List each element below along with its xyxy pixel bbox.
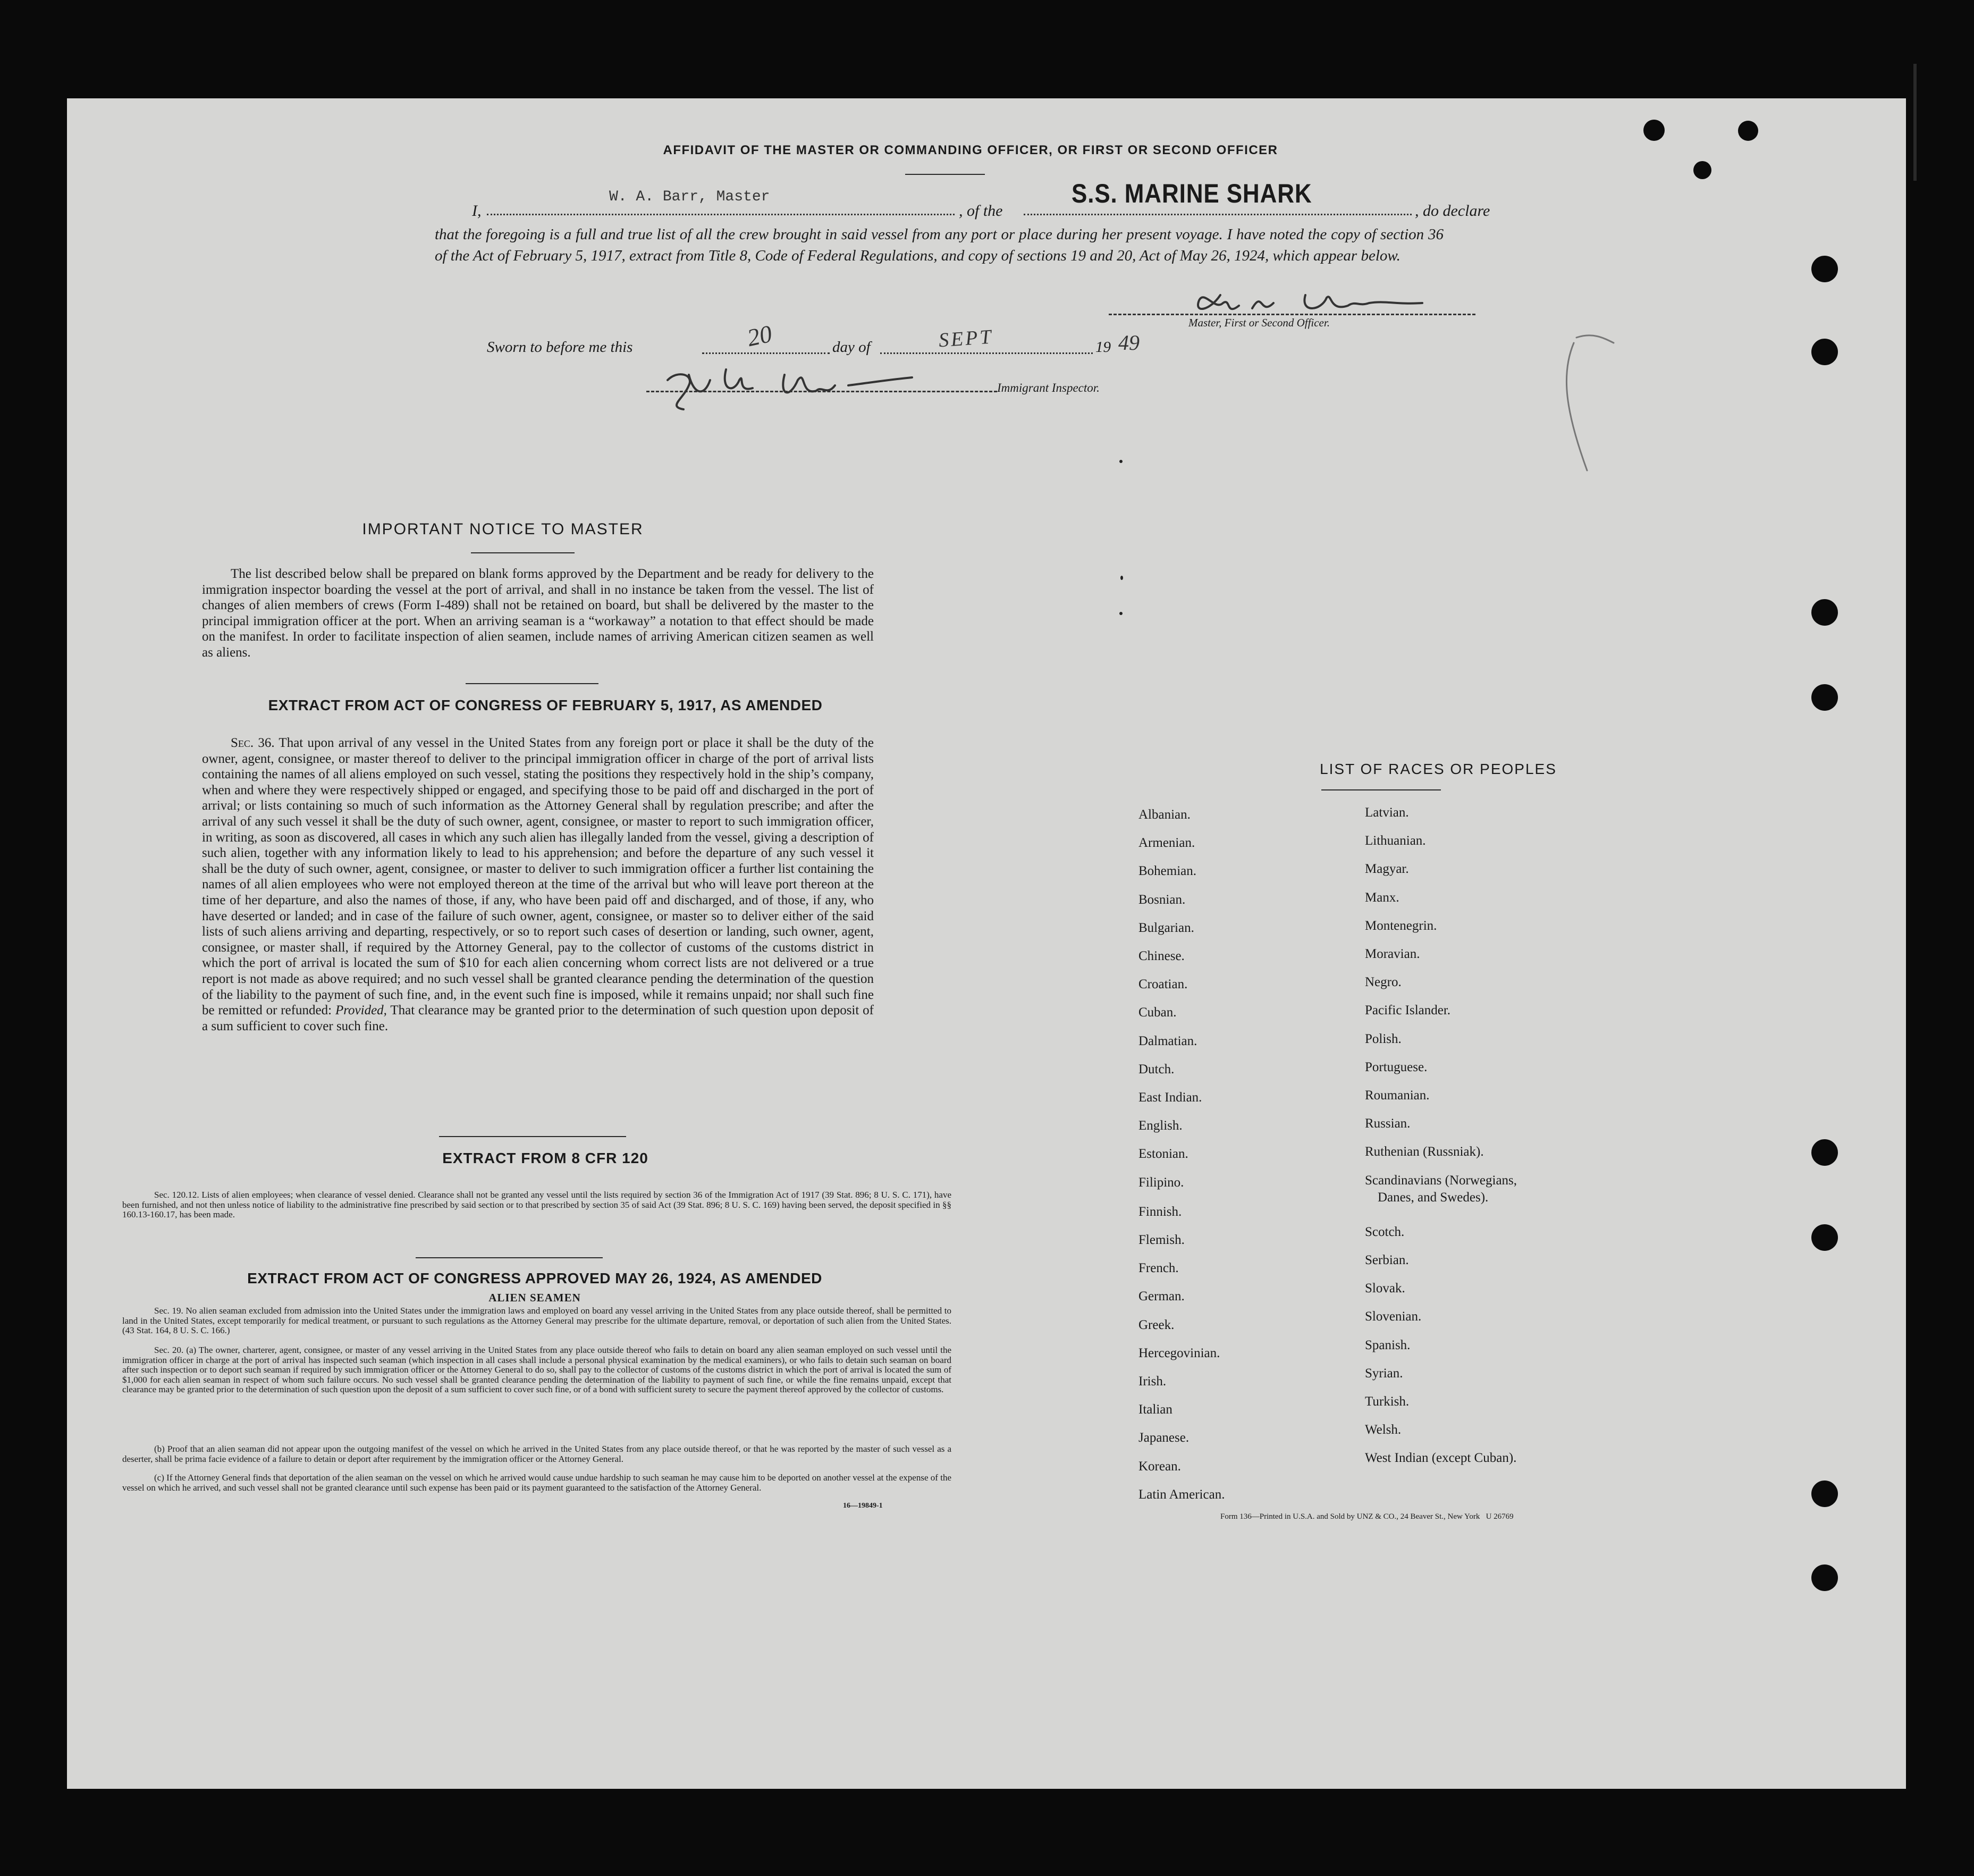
race-item: Cuban. (1138, 1005, 1177, 1020)
race-item: Bulgarian. (1138, 920, 1194, 935)
do-declare-label: , do declare (1415, 202, 1490, 220)
race-item: Bohemian. (1138, 864, 1197, 879)
race-item: Latvian. (1365, 805, 1409, 820)
sec-36-label: Sec. 36. (231, 736, 275, 750)
race-item: Italian (1138, 1402, 1172, 1417)
notice-body: The list described below shall be prepared on blank forms approved by the Department and be ready for delivery to the immigration inspector boarding the vessel at the port of arrival, and shall in no instance be taken from the vessel. The list of changes of alien members of crews (Form I-489) shall not be retained on board, but shall be delivered by the master to the principal immigration officer at the port. When an arriving seaman is a “workaway” a notation to that effect should be made on the manifest. In order to facilitate inspection of alien seamen, include names of arriving American citizen seamen as well as aliens. (202, 567, 874, 660)
race-item: Flemish. (1138, 1233, 1185, 1247)
race-item: Montenegrin. (1365, 918, 1437, 933)
race-item: Dutch. (1138, 1062, 1175, 1076)
year-prefix: 19 (1095, 339, 1111, 356)
sec-20c-text: (c) If the Attorney General finds that deportation of the alien seaman on the vessel on which he arrived would cause undue hardship to such seaman he may cause him to be deported on another vessel at the expense of the vessel on which he arrived, and such vessel shall not be granted clearance until such expense has been paid or its payment guaranteed to the satisfaction of the Attorney General. (122, 1473, 951, 1493)
sworn-day-value: 20 (745, 319, 774, 352)
race-item: Scotch. (1365, 1224, 1405, 1239)
punch-hole (1811, 1480, 1838, 1507)
print-code: 16—19849-1 (843, 1502, 883, 1510)
year-suffix: 49 (1118, 331, 1140, 355)
race-item: Ruthenian (Russniak). (1365, 1145, 1484, 1159)
sec-20a-text: Sec. 20. (a) The owner, charterer, agent, consignee, or master of any vessel arriving in the United States from any place outside thereof who fails to detain on board any alien seaman employed on such vessel until the immigration officer in charge at the port of arrival has inspected such seaman (which inspection in all cases shall include a personal physical examination by the medical examiners), or who fails to detain such seaman on board after such inspection or to deport such seaman if required by such immigration officer or the Attorney General to do so, shall pay to the collector of customs of the customs district in which the port of arrival is located the sum of $1,000 for each alien seaman in respect of whom such failure occurs. No such vessel shall be granted clearance pending the determination of the liability to payment of such fine, or while the fine remains unpaid, except that clearance may be granted prior to the determination of such question upon the deposit of a sum sufficient to cover such fine, or of a bond with sufficient surety to secure the payment thereof approved by the collector of customs. (122, 1345, 951, 1394)
race-item: Filipino. (1138, 1175, 1184, 1190)
race-item: Croatian. (1138, 977, 1188, 992)
extract-1917-body (202, 735, 874, 1034)
punch-hole (1811, 684, 1838, 711)
document-page (67, 98, 1906, 1789)
punch-hole (1811, 599, 1838, 626)
inspector-signature-line (646, 391, 997, 392)
notice-end-rule (466, 683, 598, 684)
race-item: Magyar. (1365, 862, 1409, 877)
title-rule (905, 174, 985, 175)
signer-caption-text: Master, First or Second Officer. (1188, 316, 1330, 329)
vessel-name-line (1024, 214, 1412, 215)
punch-hole (1738, 121, 1758, 141)
notice-rule (471, 552, 575, 553)
speck (1119, 612, 1123, 615)
race-item: French. (1138, 1261, 1179, 1276)
race-item: English. (1138, 1118, 1183, 1133)
edge-mark (1913, 64, 1917, 181)
race-item: Korean. (1138, 1459, 1181, 1474)
race-item: Spanish. (1365, 1337, 1411, 1352)
day-of-label: day of (832, 339, 871, 356)
pen-mark (1545, 332, 1619, 492)
race-item: West Indian (except Cuban). (1365, 1451, 1517, 1466)
race-item: Japanese. (1138, 1431, 1190, 1445)
of-the-label: , of the (959, 202, 1003, 220)
race-item: Syrian. (1365, 1366, 1403, 1381)
race-item: Chinese. (1138, 949, 1185, 963)
i-label: I, (472, 202, 482, 220)
punch-hole (1811, 1564, 1838, 1591)
punch-hole (1643, 120, 1665, 141)
race-item: Estonian. (1138, 1147, 1188, 1162)
sec-36-text: That upon arrival of any vessel in the United States from any foreign port or place it shall be the duty of the owner, agent, consignee, or master thereof to deliver to the principal immigration officer in charge of the port of arrival lists containing the names of all aliens employed on such vessel, stating the positions they respectively hold in the ship’s company, when and where they were respectively shipped or engaged, and specifying those to be paid off and discharged in the port of arrival; or lists containing so much of such information as the Attorney General shall by regulation prescribe; and after the arrival of any such vessel it shall be the duty of such owner, agent, consignee, or master to report to such immigration officer, in writing, as soon as discovered, all cases in which any such alien has illegally landed from the vessel, giving a description of such alien, together with any information likely to lead to his apprehension; and before the departure of any such vessel it shall be the duty of such owner, agent, consignee, or master to deliver to such immigration officer a further list containing the names of all alien employees who were not employed thereon at the time of the arrival but who will leave port thereon at the time of her departure, and also the names of those, if any, who have been paid off and discharged, and of those, if any, who have deserted or landed; and in case of the failure of such owner, agent, consignee, or master so to deliver either of the said lists of such aliens arriving and departing, respectively, or so to report such cases of desertion or landing, such owner, agent, consignee, or master shall, if required by the Attorney General, pay to the collector of customs of the customs district in which the port of arrival is located the sum of $10 for each alien concerning whom correct lists are not delivered or a true report is not made as above required; and no such vessel shall be granted clearance pending the determination of the question of the liability to the payment of such fine, and, in the event such fine is imposed, while it remains unpaid; nor shall such fine be remitted or refunded: (202, 736, 874, 1018)
race-item: Pacific Islander. (1365, 1003, 1451, 1018)
sworn-month-value: SEPT (938, 325, 994, 352)
race-item: Turkish. (1365, 1394, 1410, 1409)
race-item: Slovak. (1365, 1281, 1405, 1296)
affidavit-title: AFFIDAVIT OF THE MASTER OR COMMANDING OFFICER, OR FIRST OR SECOND OFFICER (663, 143, 1278, 157)
punch-hole (1811, 1139, 1838, 1166)
signer-caption (1188, 316, 1330, 330)
race-item: Roumanian. (1365, 1088, 1430, 1103)
extract-cfr-heading: EXTRACT FROM 8 CFR 120 (442, 1150, 648, 1166)
race-item: Moravian. (1365, 947, 1420, 961)
sec-20b-text: (b) Proof that an alien seaman did not appear upon the outgoing manifest of the vessel on which he arrived in the United States from any place outside thereof, or that he was reported by the master of such vessel as a deserter, shall be prima facie evidence of a failure to detain or deport after requirement by the immigration officer or the Attorney General. (122, 1444, 951, 1464)
race-item: East Indian. (1138, 1090, 1202, 1105)
race-item: Negro. (1365, 975, 1402, 990)
race-item: Russian. (1365, 1116, 1411, 1131)
cfr-end-rule (416, 1257, 603, 1258)
punch-hole (1811, 339, 1838, 365)
races-heading: LIST OF RACES OR PEOPLES (1320, 761, 1557, 777)
declaration-text: that the foregoing is a full and true list of all the crew brought in said vessel from any port or place during her present voyage. I have noted the copy of section 36 of the Act of February 5, 1917, extract from Title 8, Code of Federal Regulations, and copy of sections 19 and 20, Act of May 26, 1924, which appear below. (435, 226, 1444, 264)
race-item: Bosnian. (1138, 892, 1186, 907)
extract-1917-heading: EXTRACT FROM ACT OF CONGRESS OF FEBRUARY 5, 1917, AS AMENDED (268, 697, 823, 713)
races-rule (1321, 789, 1441, 790)
race-item: Serbian. (1365, 1253, 1409, 1267)
race-item: Greek. (1138, 1317, 1175, 1332)
master-name-line (487, 214, 955, 215)
race-item: Hercegovinian. (1138, 1345, 1220, 1360)
race-item: German. (1138, 1289, 1185, 1304)
cfr-top-rule (439, 1136, 626, 1137)
race-item: Finnish. (1138, 1204, 1182, 1219)
vessel-name-stamp: S.S. MARINE SHARK (1072, 179, 1312, 208)
punch-hole (1693, 161, 1711, 179)
notice-heading: IMPORTANT NOTICE TO MASTER (362, 520, 644, 538)
punch-hole (1811, 256, 1838, 282)
sworn-label: Sworn to before me this (487, 339, 633, 356)
race-item: Latin American. (1138, 1487, 1225, 1502)
extract-cfr-body: Sec. 120.12. Lists of alien employees; when clearance of vessel denied. Clearance shall not be granted any vessel until the lists required by section 36 of the Immigration Act of 1917 (39 Stat. 896; 8 U. S. C. 171), have been furnished, and not then unless notice of liability to the administrative fine prescribed by said section or to that prescribed by section 35 of said Act (39 Stat. 896; 8 U. S. C. 169) having been served, the deposit specified in §§ 160.13-160.17, has been made. (122, 1190, 951, 1219)
master-signature-line (1109, 314, 1475, 315)
race-item: Scandinavians (Norwegians, (1365, 1173, 1517, 1188)
punch-hole (1811, 1224, 1838, 1251)
race-item: Dalmatian. (1138, 1033, 1197, 1048)
race-item: Portuguese. (1365, 1059, 1428, 1074)
sec-19-text: Sec. 19. No alien seaman excluded from admission into the United States under the immigration laws and employed on board any vessel arriving in the United States from any place outside thereof, shall be permitted to land in the United States, except temporarily for medical treatment, or pursuant to such regulations as the Attorney General may prescribe for the ultimate departure, removal, or deportation of such alien from the United States. (43 Stat. 164, 8 U. S. C. 166.) (122, 1306, 951, 1335)
extract-1924-subheading: ALIEN SEAMEN (488, 1291, 581, 1304)
race-item: Manx. (1365, 890, 1399, 905)
speck (1120, 576, 1123, 580)
race-item: Polish. (1365, 1031, 1402, 1046)
inspector-signature (646, 348, 923, 417)
race-item: Welsh. (1365, 1423, 1402, 1437)
extract-1924-heading: EXTRACT FROM ACT OF CONGRESS APPROVED MAY 26, 1924, AS AMENDED (247, 1270, 822, 1286)
master-name-field: W. A. Barr, Master (609, 189, 770, 205)
race-item: Albanian. (1138, 807, 1191, 822)
race-item: Armenian. (1138, 836, 1195, 851)
form-imprint: Form 136—Printed in U.S.A. and Sold by UNZ & CO., 24 Beaver St., New York U 26769 (1220, 1512, 1514, 1521)
speck (1119, 460, 1123, 463)
sec-36-text-end: That clearance may be granted prior to the determination of such question upon deposit of a sum sufficient to cover such fine. (202, 1003, 874, 1033)
race-item: Irish. (1138, 1374, 1167, 1389)
inspector-caption: Immigrant Inspector. (997, 381, 1100, 394)
race-item: Lithuanian. (1365, 834, 1426, 848)
race-item: Slovenian. (1365, 1309, 1422, 1324)
provided-label: Provided, (335, 1003, 387, 1018)
race-item: Danes, and Swedes). (1378, 1190, 1489, 1205)
